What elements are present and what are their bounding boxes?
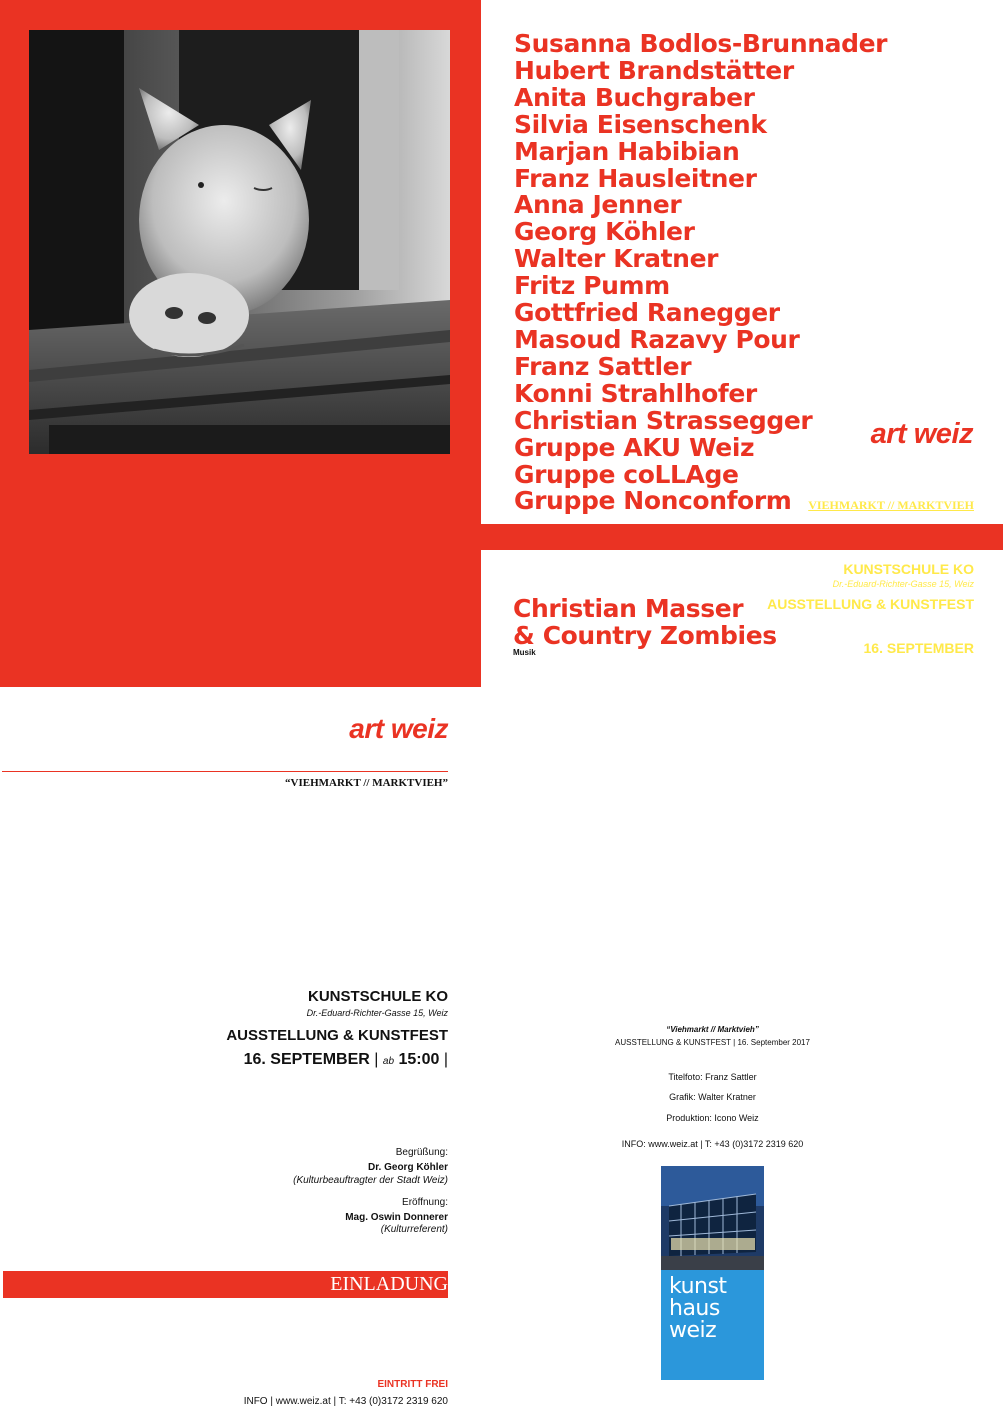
artist-name: Masoud Razavy Pour [514, 324, 800, 354]
artist-name: Georg Köhler [514, 217, 695, 247]
credits-graphic: Grafik: Walter Kratner [669, 1092, 756, 1102]
credits-title: “Viehmarkt // Marktvieh” [666, 1025, 759, 1034]
artist-name: Susanna Bodlos-Brunnader [514, 29, 888, 58]
artist-name: Anna Jenner [514, 190, 682, 220]
venue-name: KUNSTSCHULE KO [307, 988, 448, 1005]
music-label: Musik [513, 648, 536, 657]
event-date-time [244, 1051, 448, 1069]
kunsthaus-word: weiz [669, 1318, 717, 1343]
opening-role: (Kulturreferent) [380, 1224, 448, 1235]
artist-name: Franz Hausleitner [514, 163, 757, 193]
music-act-band: & Country Zombies [513, 621, 777, 650]
artist-name: Gruppe AKU Weiz [514, 432, 755, 462]
free-entry-note: EINTRITT FREI [377, 1379, 448, 1390]
venue-address: Dr.-Eduard-Richter-Gasse 15, Weiz [306, 1008, 448, 1018]
event-date: 16. SEPTEMBER [243, 1051, 370, 1068]
artist-name: Christian Strassegger [514, 405, 813, 435]
music-act-name: Christian Masser [513, 594, 744, 623]
kunsthaus-word: haus [669, 1296, 720, 1321]
contact-info: INFO | www.weiz.at | T: +43 (0)3172 2319 620 [243, 1396, 448, 1407]
exhibition-title: “VIEHMARKT // MARKTVIEH” [285, 777, 448, 789]
credits-event: AUSSTELLUNG & KUNSTFEST | 16. September 2017 [615, 1038, 810, 1047]
opening-label: Eröffnung: [402, 1197, 448, 1208]
credits-photo: Titelfoto: Franz Sattler [668, 1072, 757, 1082]
venue-name: KUNSTSCHULE KO [843, 561, 974, 577]
artist-name: Franz Sattler [514, 351, 692, 381]
artist-list [514, 31, 994, 515]
red-rule [2, 771, 448, 772]
kunsthaus-word: kunst [669, 1274, 727, 1299]
art-weiz-logo: art weiz [870, 418, 973, 450]
time-prefix: ab [382, 1056, 395, 1067]
greeting-name: Dr. Georg Köhler [367, 1162, 448, 1173]
venue-address: Dr.-Eduard-Richter-Gasse 15, Weiz [832, 579, 974, 589]
artist-name: Gottfried Ranegger [514, 298, 780, 328]
kunsthaus-wordmark [669, 1276, 727, 1342]
red-divider-bar [481, 524, 1003, 550]
event-type: AUSSTELLUNG & KUNSTFEST [767, 596, 974, 612]
event-type: AUSSTELLUNG & KUNSTFEST [226, 1027, 448, 1044]
separator: | [439, 1051, 448, 1068]
event-date: 16. SEPTEMBER [863, 640, 974, 656]
artist-name: Konni Strahlhofer [514, 378, 757, 408]
greeting-label: Begrüßung: [395, 1147, 448, 1158]
artist-name: Gruppe Nonconform [514, 486, 792, 516]
artist-name: Fritz Pumm [514, 271, 670, 301]
greeting-role: (Kulturbeauftragter der Stadt Weiz) [293, 1175, 448, 1186]
credits-production: Produktion: Icono Weiz [666, 1113, 759, 1123]
credits-info: INFO: www.weiz.at | T: +43 (0)3172 2319 620 [621, 1139, 804, 1149]
pig-head-photo [29, 30, 450, 454]
opening-name: Mag. Oswin Donnerer [345, 1212, 448, 1223]
invitation-label: EINLADUNG [330, 1273, 448, 1295]
artist-name: Marjan Habibian [514, 136, 740, 166]
separator: | [369, 1051, 383, 1068]
artist-name: Anita Buchgraber [514, 82, 755, 112]
artist-name: Silvia Eisenschenk [514, 109, 767, 139]
event-time: 15:00 [398, 1051, 440, 1068]
artist-name: Hubert Brandstätter [514, 55, 794, 85]
kunsthaus-weiz-logo [661, 1166, 764, 1380]
artist-name: Walter Kratner [514, 244, 719, 274]
exhibition-title: VIEHMARKT // MARKTVIEH [808, 498, 974, 512]
kunsthaus-building-photo [661, 1166, 764, 1270]
artist-name: Gruppe coLLAge [514, 459, 739, 489]
art-weiz-logo: art weiz [349, 713, 448, 744]
